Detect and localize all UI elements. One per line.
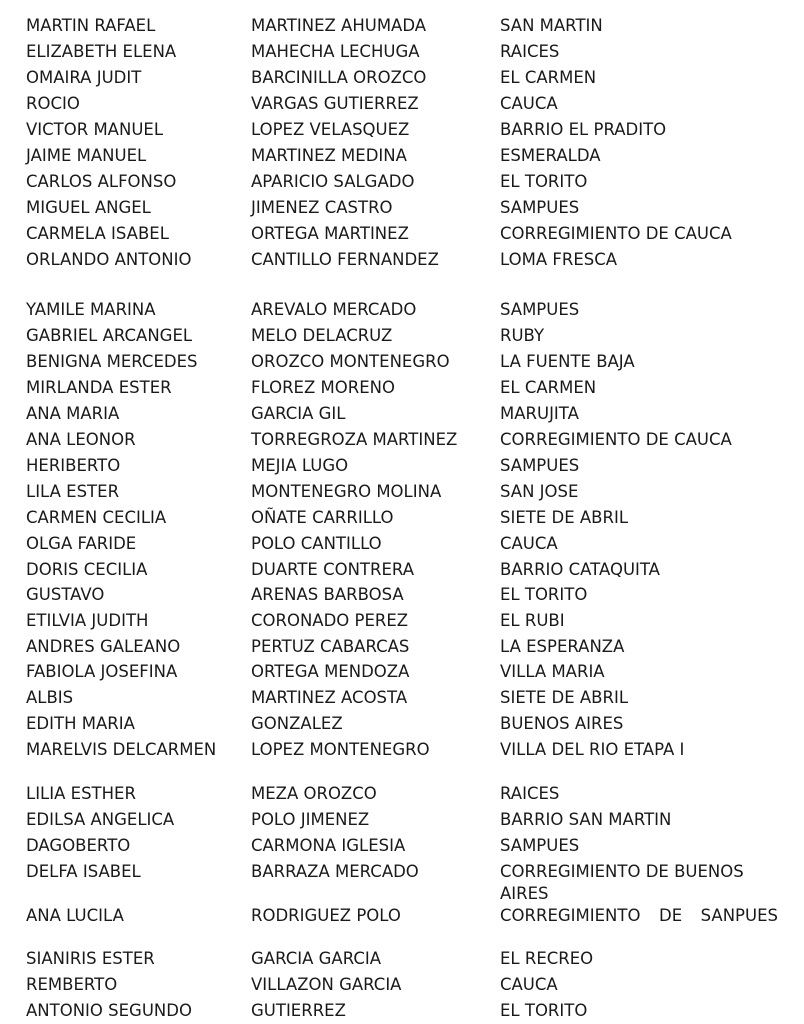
last-name-cell: MEJIA LUGO <box>251 456 349 475</box>
first-name-cell: ANA MARIA <box>26 404 120 423</box>
first-name-cell: DORIS CECILIA <box>26 560 148 579</box>
last-name-cell: RODRIGUEZ POLO <box>251 906 401 925</box>
neighborhood-cell: BARRIO EL PRADITO <box>500 120 667 139</box>
last-name-cell: POLO JIMENEZ <box>251 810 370 829</box>
first-name-cell: LILA ESTER <box>26 482 120 501</box>
first-name-cell: MARELVIS DELCARMEN <box>26 740 217 759</box>
first-name-cell: MARTIN RAFAEL <box>26 16 156 35</box>
last-name-cell: APARICIO SALGADO <box>251 172 415 191</box>
last-name-cell: OÑATE CARRILLO <box>251 508 394 527</box>
first-name-cell: ELIZABETH ELENA <box>26 42 177 61</box>
last-name-cell: OROZCO MONTENEGRO <box>251 352 450 371</box>
neighborhood-cell: RUBY <box>500 326 545 345</box>
first-name-cell: CARLOS ALFONSO <box>26 172 177 191</box>
neighborhood-cell: SAMPUES <box>500 300 580 319</box>
first-name-cell: EDILSA ANGELICA <box>26 810 175 829</box>
neighborhood-cell: EL TORITO <box>500 585 588 604</box>
last-name-cell: MARTINEZ AHUMADA <box>251 16 427 35</box>
last-name-cell: POLO CANTILLO <box>251 534 382 553</box>
first-name-cell: ALBIS <box>26 688 74 707</box>
first-name-cell: ANA LEONOR <box>26 430 136 449</box>
first-name-cell: MIGUEL ANGEL <box>26 198 151 217</box>
first-name-cell: ORLANDO ANTONIO <box>26 250 192 269</box>
first-name-cell: ANDRES GALEANO <box>26 637 181 656</box>
neighborhood-cell: MARUJITA <box>500 404 579 423</box>
first-name-cell: LILIA ESTHER <box>26 784 136 803</box>
last-name-cell: MAHECHA LECHUGA <box>251 42 420 61</box>
neighborhood-cell: BARRIO SAN MARTIN <box>500 810 672 829</box>
neighborhood-cell: EL RECREO <box>500 949 594 968</box>
neighborhood-cell: SAN MARTIN <box>500 16 603 35</box>
first-name-cell: GUSTAVO <box>26 585 105 604</box>
first-name-cell: GABRIEL ARCANGEL <box>26 326 193 345</box>
neighborhood-cell: BUENOS AIRES <box>500 714 624 733</box>
neighborhood-cell: SIETE DE ABRIL <box>500 508 629 527</box>
first-name-cell: HERIBERTO <box>26 456 121 475</box>
last-name-cell: BARRAZA MERCADO <box>251 862 419 881</box>
last-name-cell: ARENAS BARBOSA <box>251 585 404 604</box>
neighborhood-cell: CAUCA <box>500 975 558 994</box>
neighborhood-cell: RAICES <box>500 784 560 803</box>
neighborhood-cell: EL TORITO <box>500 1001 588 1020</box>
neighborhood-cell: EL RUBI <box>500 611 565 630</box>
first-name-cell: ANTONIO SEGUNDO <box>26 1001 192 1020</box>
last-name-cell: GARCIA GIL <box>251 404 346 423</box>
last-name-cell: CANTILLO FERNANDEZ <box>251 250 439 269</box>
first-name-cell: BENIGNA MERCEDES <box>26 352 198 371</box>
neighborhood-cell: BARRIO CATAQUITA <box>500 560 660 579</box>
last-name-cell: AREVALO MERCADO <box>251 300 417 319</box>
last-name-cell: PERTUZ CABARCAS <box>251 637 410 656</box>
neighborhood-cell: CORREGIMIENTO DE BUENOS AIRES <box>500 862 744 903</box>
last-name-cell: VARGAS GUTIERREZ <box>251 94 419 113</box>
first-name-cell: YAMILE MARINA <box>26 300 156 319</box>
last-name-cell: MARTINEZ MEDINA <box>251 146 407 165</box>
last-name-cell: GONZALEZ <box>251 714 343 733</box>
neighborhood-cell: ESMERALDA <box>500 146 601 165</box>
neighborhood-cell: SAMPUES <box>500 456 580 475</box>
first-name-cell: OMAIRA JUDIT <box>26 68 142 87</box>
neighborhood-cell: EL TORITO <box>500 172 588 191</box>
last-name-cell: TORREGROZA MARTINEZ <box>251 430 458 449</box>
neighborhood-cell: EL CARMEN <box>500 378 597 397</box>
first-name-cell: SIANIRIS ESTER <box>26 949 155 968</box>
neighborhood-cell: EL CARMEN <box>500 68 597 87</box>
last-name-cell: CORONADO PEREZ <box>251 611 409 630</box>
last-name-cell: ORTEGA MENDOZA <box>251 662 410 681</box>
neighborhood-cell: SAMPUES <box>500 836 580 855</box>
first-name-cell: CARMELA ISABEL <box>26 224 169 243</box>
last-name-cell: CARMONA IGLESIA <box>251 836 406 855</box>
neighborhood-cell: LA FUENTE BAJA <box>500 352 635 371</box>
first-name-cell: FABIOLA JOSEFINA <box>26 662 178 681</box>
neighborhood-cell: SAMPUES <box>500 198 580 217</box>
first-name-cell: OLGA FARIDE <box>26 534 137 553</box>
neighborhood-cell: VILLA DEL RIO ETAPA I <box>500 740 685 759</box>
last-name-cell: LOPEZ VELASQUEZ <box>251 120 410 139</box>
last-name-cell: JIMENEZ CASTRO <box>251 198 393 217</box>
neighborhood-cell: CORREGIMIENTO DE CAUCA <box>500 430 732 449</box>
last-name-cell: FLOREZ MORENO <box>251 378 395 397</box>
last-name-cell: DUARTE CONTRERA <box>251 560 414 579</box>
neighborhood-cell: RAICES <box>500 42 560 61</box>
last-name-cell: LOPEZ MONTENEGRO <box>251 740 430 759</box>
last-name-cell: ORTEGA MARTINEZ <box>251 224 409 243</box>
last-name-cell: MELO DELACRUZ <box>251 326 393 345</box>
neighborhood-cell: SIETE DE ABRIL <box>500 688 629 707</box>
neighborhood-cell: CORREGIMIENTO DE SANPUES <box>500 906 778 925</box>
last-name-cell: VILLAZON GARCIA <box>251 975 402 994</box>
last-name-cell: BARCINILLA OROZCO <box>251 68 427 87</box>
first-name-cell: MIRLANDA ESTER <box>26 378 172 397</box>
first-name-cell: DAGOBERTO <box>26 836 131 855</box>
last-name-cell: MEZA OROZCO <box>251 784 377 803</box>
neighborhood-cell: LA ESPERANZA <box>500 637 625 656</box>
neighborhood-cell: VILLA MARIA <box>500 662 605 681</box>
first-name-cell: VICTOR MANUEL <box>26 120 164 139</box>
first-name-cell: ANA LUCILA <box>26 906 124 925</box>
first-name-cell: ETILVIA JUDITH <box>26 611 149 630</box>
last-name-cell: GUTIERREZ <box>251 1001 346 1020</box>
first-name-cell: ROCIO <box>26 94 80 113</box>
first-name-cell: CARMEN CECILIA <box>26 508 167 527</box>
neighborhood-cell: CAUCA <box>500 534 558 553</box>
first-name-cell: DELFA ISABEL <box>26 862 141 881</box>
first-name-cell: JAIME MANUEL <box>26 146 147 165</box>
neighborhood-cell: SAN JOSE <box>500 482 579 501</box>
last-name-cell: MARTINEZ ACOSTA <box>251 688 408 707</box>
neighborhood-cell: LOMA FRESCA <box>500 250 618 269</box>
neighborhood-cell: CAUCA <box>500 94 558 113</box>
last-name-cell: GARCIA GARCIA <box>251 949 382 968</box>
first-name-cell: EDITH MARIA <box>26 714 135 733</box>
last-name-cell: MONTENEGRO MOLINA <box>251 482 442 501</box>
first-name-cell: REMBERTO <box>26 975 118 994</box>
neighborhood-cell: CORREGIMIENTO DE CAUCA <box>500 224 732 243</box>
